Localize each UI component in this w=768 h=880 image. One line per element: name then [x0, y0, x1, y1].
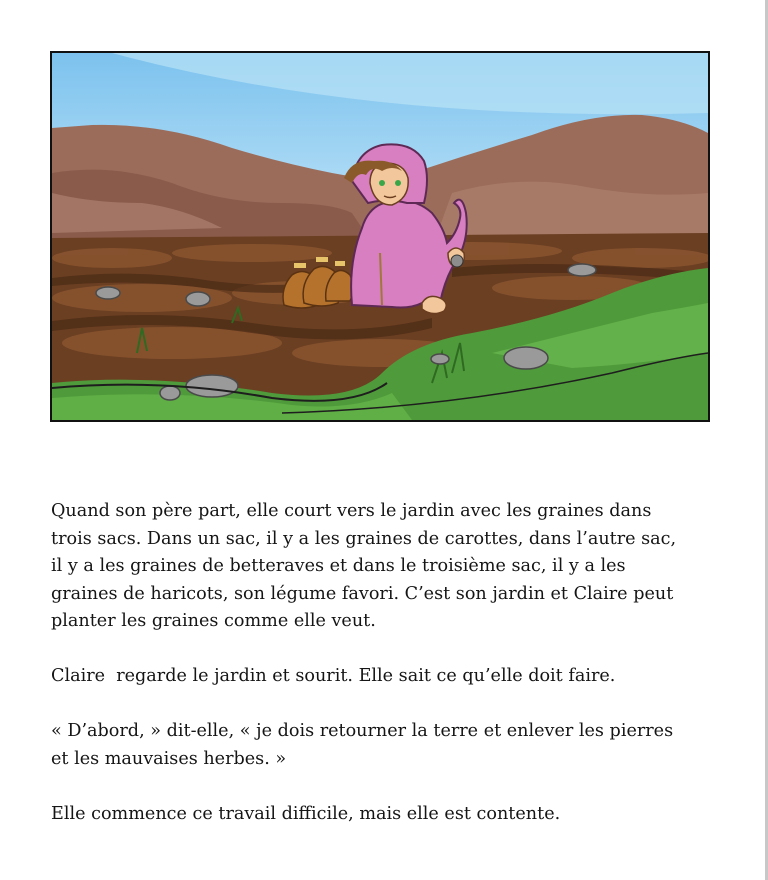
stone	[160, 386, 180, 400]
stone	[186, 375, 238, 397]
stone	[186, 292, 210, 306]
stone	[431, 354, 449, 364]
story-illustration	[50, 51, 710, 422]
face	[370, 163, 408, 205]
stone	[504, 347, 548, 369]
story-paragraph-2: Claire regarde le jardin et sourit. Elle sait ce qu’elle doit faire.	[51, 666, 616, 686]
story-paragraph-4: Elle commence ce travail difficile, mais elle est contente.	[51, 803, 561, 824]
stone	[568, 264, 596, 276]
story-paragraph-1: Quand son père part, elle court vers le jardin avec les graines dans trois sacs. Dans un sac, il y a les graines de carottes, dans l’autre sac, il y a les graines de betteraves et dans le troisième sac, il y a les graines de haricots, son légume favori. C’est son jardin et Claire peut planter les graines comme elle veut.	[51, 501, 677, 631]
stone	[96, 287, 120, 299]
story-paragraph-3: « D’abord, » dit-elle, « je dois retourner la terre et enlever les pierres et les mauvaises herbes. »	[51, 721, 674, 769]
garden-scene-icon	[52, 53, 708, 420]
story-text	[51, 498, 691, 856]
